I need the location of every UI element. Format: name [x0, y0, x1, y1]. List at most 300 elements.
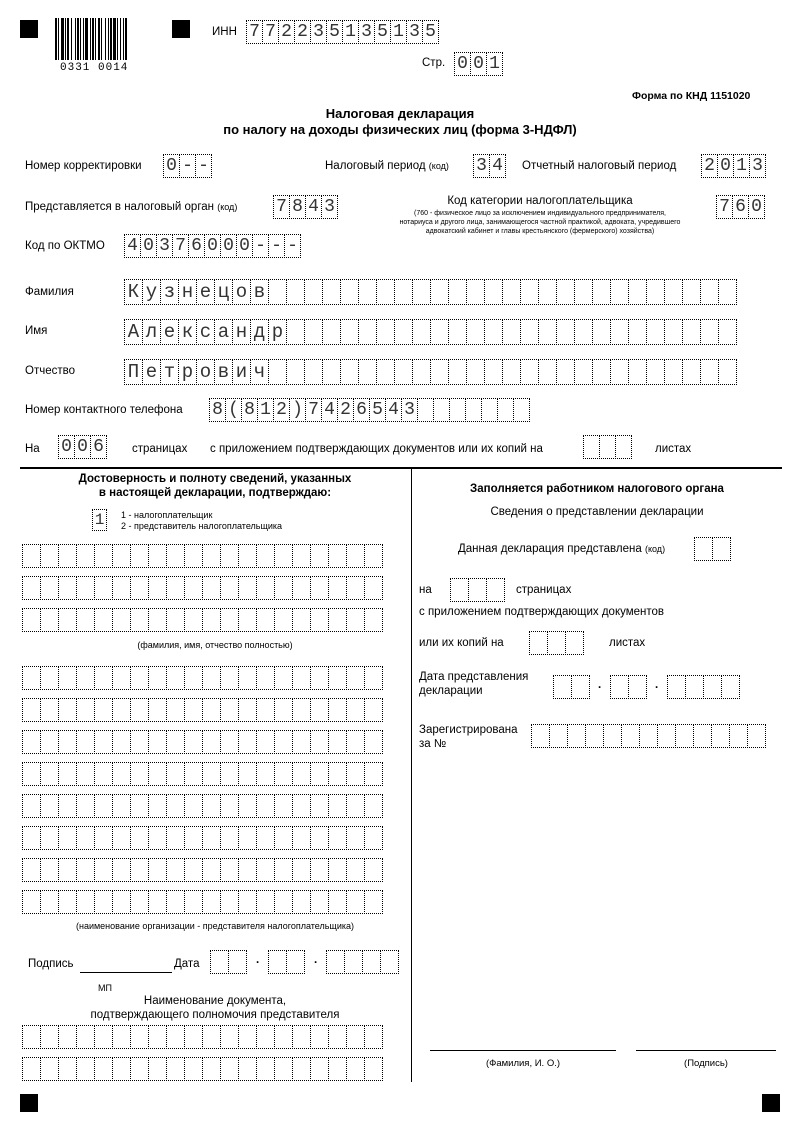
char-cell[interactable]	[346, 890, 365, 914]
left-date-month[interactable]	[268, 950, 304, 974]
char-cell[interactable]	[22, 826, 41, 850]
char-cell[interactable]	[202, 794, 221, 818]
char-cell[interactable]	[574, 279, 593, 305]
char-cell[interactable]	[238, 698, 257, 722]
char-cell[interactable]	[286, 319, 305, 345]
char-cell[interactable]	[466, 279, 485, 305]
char-cell[interactable]: р	[268, 319, 287, 345]
char-cell[interactable]	[310, 1057, 329, 1081]
char-cell[interactable]: к	[178, 319, 197, 345]
char-cell[interactable]	[166, 576, 185, 600]
char-cell[interactable]	[202, 826, 221, 850]
char-cell[interactable]	[76, 858, 95, 882]
name-cells[interactable]	[124, 319, 736, 345]
char-cell[interactable]: л	[142, 319, 161, 345]
char-cell[interactable]	[184, 544, 203, 568]
char-cell[interactable]	[328, 890, 347, 914]
char-cell[interactable]	[94, 666, 113, 690]
char-cell[interactable]	[166, 826, 185, 850]
char-cell[interactable]	[58, 794, 77, 818]
char-cell[interactable]	[184, 762, 203, 786]
char-cell[interactable]	[364, 890, 383, 914]
char-cell[interactable]	[292, 1025, 311, 1049]
char-cell[interactable]	[430, 279, 449, 305]
char-cell[interactable]: 6	[90, 435, 107, 459]
char-cell[interactable]	[304, 359, 323, 385]
char-cell[interactable]	[553, 675, 572, 699]
char-cell[interactable]	[130, 890, 149, 914]
char-cell[interactable]	[256, 576, 275, 600]
char-cell[interactable]	[148, 762, 167, 786]
char-cell[interactable]	[112, 608, 131, 632]
char-cell[interactable]: 0	[58, 435, 75, 459]
char-cell[interactable]	[646, 359, 665, 385]
char-cell[interactable]	[346, 762, 365, 786]
char-cell[interactable]	[628, 359, 647, 385]
char-cell[interactable]: 7	[262, 20, 279, 44]
char-cell[interactable]	[22, 794, 41, 818]
char-cell[interactable]	[274, 1025, 293, 1049]
officer-name-line[interactable]	[430, 1050, 616, 1051]
char-cell[interactable]	[340, 279, 359, 305]
char-cell[interactable]	[322, 319, 341, 345]
char-cell[interactable]: 3	[406, 20, 423, 44]
char-cell[interactable]	[274, 762, 293, 786]
char-cell[interactable]	[202, 576, 221, 600]
char-cell[interactable]	[184, 576, 203, 600]
char-cell[interactable]	[184, 666, 203, 690]
char-cell[interactable]	[40, 1057, 59, 1081]
char-cell[interactable]	[130, 762, 149, 786]
char-cell[interactable]	[628, 675, 647, 699]
char-cell[interactable]	[486, 578, 505, 602]
char-cell[interactable]	[703, 675, 722, 699]
char-cell[interactable]	[328, 794, 347, 818]
char-cell[interactable]	[40, 826, 59, 850]
char-cell[interactable]	[468, 578, 487, 602]
char-cell[interactable]: 5	[369, 398, 386, 422]
char-cell[interactable]: р	[178, 359, 197, 385]
char-cell[interactable]	[667, 675, 686, 699]
char-cell[interactable]	[58, 858, 77, 882]
char-cell[interactable]	[228, 950, 247, 974]
char-cell[interactable]: 0	[748, 195, 765, 219]
char-cell[interactable]	[256, 698, 275, 722]
char-cell[interactable]	[94, 762, 113, 786]
char-cell[interactable]	[148, 794, 167, 818]
char-cell[interactable]	[148, 666, 167, 690]
char-cell[interactable]	[166, 858, 185, 882]
signer-fio-row-2[interactable]	[22, 576, 382, 600]
char-cell[interactable]	[592, 279, 611, 305]
char-cell[interactable]: 0	[74, 435, 91, 459]
char-cell[interactable]	[310, 576, 329, 600]
char-cell[interactable]	[184, 794, 203, 818]
char-cell[interactable]	[130, 576, 149, 600]
char-cell[interactable]	[484, 319, 503, 345]
char-cell[interactable]	[184, 890, 203, 914]
char-cell[interactable]	[184, 1025, 203, 1049]
doc-row-1[interactable]	[22, 1025, 382, 1049]
char-cell[interactable]: о	[232, 279, 251, 305]
char-cell[interactable]	[328, 576, 347, 600]
left-date-day[interactable]	[210, 950, 246, 974]
char-cell[interactable]: 2	[278, 20, 295, 44]
char-cell[interactable]	[639, 724, 658, 748]
char-cell[interactable]	[220, 762, 239, 786]
char-cell[interactable]: 1	[733, 154, 750, 178]
char-cell[interactable]: 3	[321, 195, 338, 219]
char-cell[interactable]	[184, 858, 203, 882]
char-cell[interactable]	[220, 608, 239, 632]
char-cell[interactable]	[729, 724, 748, 748]
char-cell[interactable]: 0	[454, 52, 471, 76]
char-cell[interactable]: 1	[342, 20, 359, 44]
char-cell[interactable]	[682, 279, 701, 305]
char-cell[interactable]	[94, 1025, 113, 1049]
char-cell[interactable]	[394, 279, 413, 305]
char-cell[interactable]: 8	[241, 398, 258, 422]
char-cell[interactable]	[322, 279, 341, 305]
char-cell[interactable]: 4	[124, 234, 141, 258]
char-cell[interactable]	[58, 698, 77, 722]
char-cell[interactable]	[238, 890, 257, 914]
char-cell[interactable]	[364, 544, 383, 568]
char-cell[interactable]: 3	[473, 154, 490, 178]
char-cell[interactable]	[412, 359, 431, 385]
oktmo-cells[interactable]	[124, 234, 300, 258]
char-cell[interactable]	[292, 608, 311, 632]
char-cell[interactable]: в	[214, 359, 233, 385]
char-cell[interactable]: з	[160, 279, 179, 305]
char-cell[interactable]: )	[289, 398, 306, 422]
char-cell[interactable]	[364, 1057, 383, 1081]
char-cell[interactable]	[58, 608, 77, 632]
char-cell[interactable]	[274, 826, 293, 850]
char-cell[interactable]	[76, 826, 95, 850]
char-cell[interactable]	[22, 858, 41, 882]
char-cell[interactable]	[202, 1057, 221, 1081]
char-cell[interactable]	[202, 762, 221, 786]
char-cell[interactable]: 8	[289, 195, 306, 219]
char-cell[interactable]: 1	[92, 509, 107, 531]
char-cell[interactable]	[520, 279, 539, 305]
char-cell[interactable]	[417, 398, 434, 422]
right-sheets-cells[interactable]	[529, 631, 583, 655]
char-cell[interactable]	[22, 544, 41, 568]
char-cell[interactable]	[603, 724, 622, 748]
char-cell[interactable]	[148, 608, 167, 632]
char-cell[interactable]	[747, 724, 766, 748]
char-cell[interactable]	[220, 730, 239, 754]
char-cell[interactable]	[599, 435, 616, 459]
char-cell[interactable]	[292, 698, 311, 722]
char-cell[interactable]	[628, 319, 647, 345]
char-cell[interactable]	[220, 794, 239, 818]
char-cell[interactable]	[40, 730, 59, 754]
char-cell[interactable]	[220, 698, 239, 722]
char-cell[interactable]: -	[195, 154, 212, 178]
char-cell[interactable]	[292, 858, 311, 882]
char-cell[interactable]	[538, 319, 557, 345]
char-cell[interactable]	[148, 544, 167, 568]
char-cell[interactable]	[292, 544, 311, 568]
char-cell[interactable]	[310, 730, 329, 754]
char-cell[interactable]: т	[160, 359, 179, 385]
char-cell[interactable]: и	[232, 359, 251, 385]
char-cell[interactable]	[364, 698, 383, 722]
char-cell[interactable]	[358, 279, 377, 305]
char-cell[interactable]	[112, 1025, 131, 1049]
char-cell[interactable]	[358, 319, 377, 345]
char-cell[interactable]	[22, 576, 41, 600]
char-cell[interactable]	[340, 319, 359, 345]
officer-signature-line[interactable]	[636, 1050, 776, 1051]
char-cell[interactable]	[721, 675, 740, 699]
char-cell[interactable]	[310, 762, 329, 786]
char-cell[interactable]	[310, 858, 329, 882]
char-cell[interactable]	[40, 608, 59, 632]
char-cell[interactable]	[328, 762, 347, 786]
char-cell[interactable]	[328, 1025, 347, 1049]
char-cell[interactable]: 0	[204, 234, 221, 258]
submission-date-day[interactable]	[553, 675, 589, 699]
char-cell[interactable]	[274, 608, 293, 632]
char-cell[interactable]	[340, 359, 359, 385]
char-cell[interactable]: 5	[374, 20, 391, 44]
char-cell[interactable]	[256, 1025, 275, 1049]
char-cell[interactable]	[574, 319, 593, 345]
char-cell[interactable]	[394, 319, 413, 345]
char-cell[interactable]	[220, 826, 239, 850]
char-cell[interactable]	[22, 1057, 41, 1081]
char-cell[interactable]: 1	[390, 20, 407, 44]
char-cell[interactable]: 2	[337, 398, 354, 422]
char-cell[interactable]	[58, 576, 77, 600]
char-cell[interactable]	[40, 794, 59, 818]
char-cell[interactable]: 2	[294, 20, 311, 44]
char-cell[interactable]	[531, 724, 550, 748]
char-cell[interactable]	[166, 608, 185, 632]
char-cell[interactable]	[22, 730, 41, 754]
char-cell[interactable]	[130, 544, 149, 568]
char-cell[interactable]	[346, 794, 365, 818]
char-cell[interactable]	[268, 359, 287, 385]
char-cell[interactable]	[571, 675, 590, 699]
char-cell[interactable]	[328, 544, 347, 568]
char-cell[interactable]	[274, 730, 293, 754]
char-cell[interactable]	[148, 1025, 167, 1049]
char-cell[interactable]	[130, 858, 149, 882]
char-cell[interactable]: 2	[273, 398, 290, 422]
char-cell[interactable]	[376, 319, 395, 345]
char-cell[interactable]	[256, 890, 275, 914]
char-cell[interactable]	[40, 890, 59, 914]
char-cell[interactable]: 0	[470, 52, 487, 76]
char-cell[interactable]	[94, 544, 113, 568]
char-cell[interactable]: 0	[163, 154, 180, 178]
char-cell[interactable]	[592, 319, 611, 345]
char-cell[interactable]	[376, 359, 395, 385]
char-cell[interactable]	[184, 826, 203, 850]
char-cell[interactable]	[166, 1057, 185, 1081]
org-name-row-3[interactable]	[22, 730, 382, 754]
char-cell[interactable]	[394, 359, 413, 385]
registration-number-cells[interactable]	[531, 724, 765, 748]
char-cell[interactable]	[448, 319, 467, 345]
char-cell[interactable]	[700, 359, 719, 385]
char-cell[interactable]	[238, 730, 257, 754]
char-cell[interactable]	[292, 794, 311, 818]
char-cell[interactable]	[202, 666, 221, 690]
char-cell[interactable]	[466, 319, 485, 345]
char-cell[interactable]	[286, 359, 305, 385]
char-cell[interactable]	[547, 631, 566, 655]
char-cell[interactable]	[449, 398, 466, 422]
char-cell[interactable]	[148, 698, 167, 722]
char-cell[interactable]	[166, 890, 185, 914]
char-cell[interactable]	[22, 890, 41, 914]
char-cell[interactable]	[448, 279, 467, 305]
authority-cells[interactable]	[273, 195, 337, 219]
char-cell[interactable]: е	[160, 319, 179, 345]
signer-fio-row-3[interactable]	[22, 608, 382, 632]
char-cell[interactable]	[718, 359, 737, 385]
char-cell[interactable]	[58, 826, 77, 850]
char-cell[interactable]	[256, 762, 275, 786]
char-cell[interactable]	[268, 279, 287, 305]
char-cell[interactable]	[502, 319, 521, 345]
char-cell[interactable]	[274, 698, 293, 722]
char-cell[interactable]	[202, 730, 221, 754]
char-cell[interactable]	[112, 794, 131, 818]
char-cell[interactable]	[682, 319, 701, 345]
char-cell[interactable]	[112, 666, 131, 690]
char-cell[interactable]	[346, 730, 365, 754]
char-cell[interactable]: 3	[401, 398, 418, 422]
char-cell[interactable]: 7	[273, 195, 290, 219]
char-cell[interactable]: 3	[749, 154, 766, 178]
char-cell[interactable]	[148, 1057, 167, 1081]
char-cell[interactable]	[22, 698, 41, 722]
phone-cells[interactable]	[209, 398, 529, 422]
org-name-row-8[interactable]	[22, 890, 382, 914]
char-cell[interactable]	[693, 724, 712, 748]
char-cell[interactable]	[166, 1025, 185, 1049]
char-cell[interactable]	[466, 359, 485, 385]
char-cell[interactable]	[292, 762, 311, 786]
char-cell[interactable]	[346, 858, 365, 882]
char-cell[interactable]	[322, 359, 341, 385]
char-cell[interactable]	[76, 608, 95, 632]
char-cell[interactable]	[664, 359, 683, 385]
char-cell[interactable]	[130, 794, 149, 818]
char-cell[interactable]	[238, 544, 257, 568]
char-cell[interactable]	[481, 398, 498, 422]
char-cell[interactable]	[94, 826, 113, 850]
char-cell[interactable]	[130, 608, 149, 632]
char-cell[interactable]	[346, 698, 365, 722]
char-cell[interactable]	[364, 1025, 383, 1049]
char-cell[interactable]	[346, 608, 365, 632]
char-cell[interactable]	[657, 724, 676, 748]
org-name-row-5[interactable]	[22, 794, 382, 818]
char-cell[interactable]	[220, 890, 239, 914]
char-cell[interactable]	[682, 359, 701, 385]
char-cell[interactable]	[76, 1057, 95, 1081]
char-cell[interactable]	[166, 666, 185, 690]
char-cell[interactable]	[364, 858, 383, 882]
char-cell[interactable]	[450, 578, 469, 602]
char-cell[interactable]	[40, 1025, 59, 1049]
char-cell[interactable]	[565, 631, 584, 655]
char-cell[interactable]	[328, 608, 347, 632]
char-cell[interactable]	[112, 544, 131, 568]
char-cell[interactable]	[58, 1025, 77, 1049]
char-cell[interactable]	[430, 359, 449, 385]
char-cell[interactable]	[430, 319, 449, 345]
char-cell[interactable]	[256, 666, 275, 690]
char-cell[interactable]: 1	[257, 398, 274, 422]
char-cell[interactable]: 0	[220, 234, 237, 258]
period-cells[interactable]	[473, 154, 505, 178]
char-cell[interactable]	[346, 826, 365, 850]
char-cell[interactable]	[238, 1025, 257, 1049]
char-cell[interactable]: П	[124, 359, 143, 385]
char-cell[interactable]	[520, 359, 539, 385]
char-cell[interactable]	[610, 279, 629, 305]
char-cell[interactable]	[166, 544, 185, 568]
char-cell[interactable]: (	[225, 398, 242, 422]
char-cell[interactable]	[664, 279, 683, 305]
char-cell[interactable]	[238, 608, 257, 632]
char-cell[interactable]	[184, 1057, 203, 1081]
char-cell[interactable]: 0	[717, 154, 734, 178]
char-cell[interactable]	[76, 576, 95, 600]
char-cell[interactable]	[310, 666, 329, 690]
char-cell[interactable]	[328, 858, 347, 882]
char-cell[interactable]	[286, 279, 305, 305]
char-cell[interactable]	[40, 576, 59, 600]
char-cell[interactable]: 7	[305, 398, 322, 422]
char-cell[interactable]	[76, 666, 95, 690]
org-name-row-2[interactable]	[22, 698, 382, 722]
char-cell[interactable]	[380, 950, 399, 974]
char-cell[interactable]	[238, 1057, 257, 1081]
char-cell[interactable]	[76, 730, 95, 754]
char-cell[interactable]	[22, 608, 41, 632]
char-cell[interactable]	[610, 675, 629, 699]
pages-cells[interactable]	[58, 435, 106, 459]
correction-cells[interactable]	[163, 154, 211, 178]
char-cell[interactable]	[184, 698, 203, 722]
char-cell[interactable]: 6	[732, 195, 749, 219]
char-cell[interactable]	[364, 666, 383, 690]
char-cell[interactable]: 0	[236, 234, 253, 258]
char-cell[interactable]	[448, 359, 467, 385]
char-cell[interactable]	[310, 794, 329, 818]
char-cell[interactable]	[465, 398, 482, 422]
char-cell[interactable]	[202, 858, 221, 882]
char-cell[interactable]	[220, 544, 239, 568]
char-cell[interactable]	[328, 826, 347, 850]
char-cell[interactable]	[58, 890, 77, 914]
org-name-row-7[interactable]	[22, 858, 382, 882]
char-cell[interactable]	[94, 794, 113, 818]
submitted-code-cells[interactable]	[694, 537, 730, 561]
char-cell[interactable]	[502, 359, 521, 385]
patronymic-cells[interactable]	[124, 359, 736, 385]
